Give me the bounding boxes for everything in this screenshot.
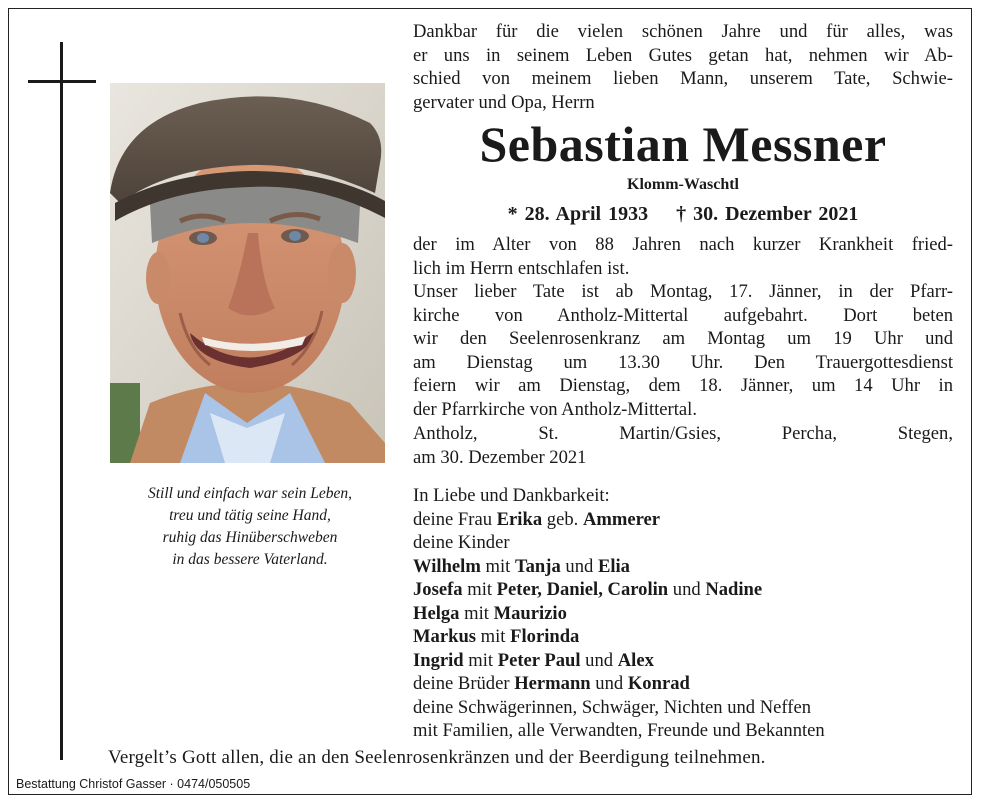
text-line: der im Alter von 88 Jahren nach kurzer Krankheit fried-	[413, 234, 953, 255]
brothers-line	[413, 672, 953, 696]
intro-line: gervater und Opa, Herrn	[413, 91, 595, 113]
death-date: † 30. Dezember 2021	[676, 203, 859, 225]
verse-line: ruhig das Hinüberschweben	[162, 529, 338, 546]
deceased-name: Sebastian Messner	[479, 116, 887, 172]
verse-line: in das bessere Vaterland.	[172, 551, 328, 568]
brothers-und: und	[595, 673, 624, 694]
intro-line: er uns in seinem Leben Gutes getan hat, nehmen wir Ab-	[413, 44, 953, 66]
text-line: wir den Seelenrosenkranz am Montag um 19 Uhr und	[413, 328, 953, 349]
wife-prefix: deine Frau	[413, 508, 492, 530]
places-and-date	[413, 422, 953, 469]
closing-thanks: Vergelt’s Gott allen, die an den Seelenrosenkränzen und der Beerdigung teilnehmen.	[108, 747, 766, 768]
children-list	[413, 555, 953, 673]
family-name: Elia	[597, 555, 630, 577]
family-name: Peter, Daniel, Carolin	[496, 579, 669, 600]
connector-text: und	[560, 555, 598, 577]
text-line: Unser lieber Tate ist ab Montag, 17. Jänner, in der Pfarr-	[413, 281, 953, 302]
intro-line: schied von meinem lieben Mann, unserem Tate, Schwie-	[413, 68, 953, 89]
text-line: der Pfarrkirche von Antholz-Mittertal.	[413, 398, 697, 420]
family-name: Peter Paul	[497, 649, 581, 671]
wife-name: Erika	[496, 508, 543, 530]
family-name: Helga	[413, 602, 460, 624]
connector-text: mit	[463, 649, 498, 671]
funeral-home-footer: Bestattung Christof Gasser · 0474/050505	[16, 777, 251, 791]
birth-date: * 28. April 1933	[507, 203, 649, 225]
brother-name: Konrad	[627, 673, 690, 694]
relatives-line: deine Schwägerinnen, Schwäger, Nichten und Neffen	[413, 696, 812, 718]
portrait-photo	[110, 83, 385, 463]
family-name: Markus	[413, 626, 477, 647]
child-line	[413, 625, 953, 649]
intro-paragraph	[413, 20, 953, 114]
connector-text: mit	[476, 626, 511, 647]
connector-text: mit	[462, 579, 497, 600]
connector-text: mit	[480, 555, 515, 577]
wife-geb: geb.	[546, 508, 579, 530]
nickname: Klomm-Waschtl	[627, 176, 739, 193]
cross-horizontal-bar	[28, 80, 96, 83]
family-name: Josefa	[413, 579, 463, 600]
family-name: Ingrid	[413, 649, 464, 671]
text-line: kirche von Antholz-Mittertal aufgebahrt. Dort beten	[413, 304, 953, 326]
child-line	[413, 555, 953, 579]
family-name: Florinda	[510, 626, 580, 647]
mourners-intro: In Liebe und Dankbarkeit:	[413, 485, 610, 506]
text-line: feiern wir am Dienstag, dem 18. Jänner, um 14 Uhr in	[413, 375, 953, 396]
family-name: Alex	[617, 649, 654, 671]
connector-text: mit	[459, 602, 494, 624]
memorial-verse	[100, 483, 400, 571]
child-line	[413, 578, 953, 602]
brother-name: Hermann	[514, 673, 591, 694]
child-line	[413, 602, 953, 626]
mourners-list	[413, 484, 953, 743]
text-line: am Dienstag um 13.30 Uhr. Den Trauergottesdienst	[413, 351, 953, 373]
cross-vertical-bar	[60, 42, 63, 760]
connector-text: und	[668, 579, 706, 600]
places-line: Antholz, St. Martin/Gsies, Percha, Stegen,	[413, 423, 953, 444]
text-line: lich im Herrn entschlafen ist.	[413, 257, 630, 279]
family-name: Tanja	[514, 555, 561, 577]
family-name: Wilhelm	[413, 555, 481, 577]
brothers-prefix: deine Brüder	[413, 673, 510, 694]
family-name: Maurizio	[493, 602, 567, 624]
wife-line	[413, 508, 953, 532]
child-line	[413, 649, 953, 673]
intro-line: Dankbar für die vielen schönen Jahre und für alles, was	[413, 21, 953, 42]
family-name: Nadine	[705, 579, 763, 600]
connector-text: und	[580, 649, 618, 671]
date-line: am 30. Dezember 2021	[413, 446, 587, 468]
wife-maiden-name: Ammerer	[582, 508, 661, 530]
relatives-line: mit Familien, alle Verwandten, Freunde und Bekannten	[413, 720, 825, 741]
verse-line: treu und tätig seine Hand,	[169, 507, 331, 524]
life-dates	[413, 201, 953, 227]
announcement-paragraph	[413, 233, 953, 421]
children-label: deine Kinder	[413, 532, 510, 553]
verse-line: Still und einfach war sein Leben,	[147, 485, 353, 502]
